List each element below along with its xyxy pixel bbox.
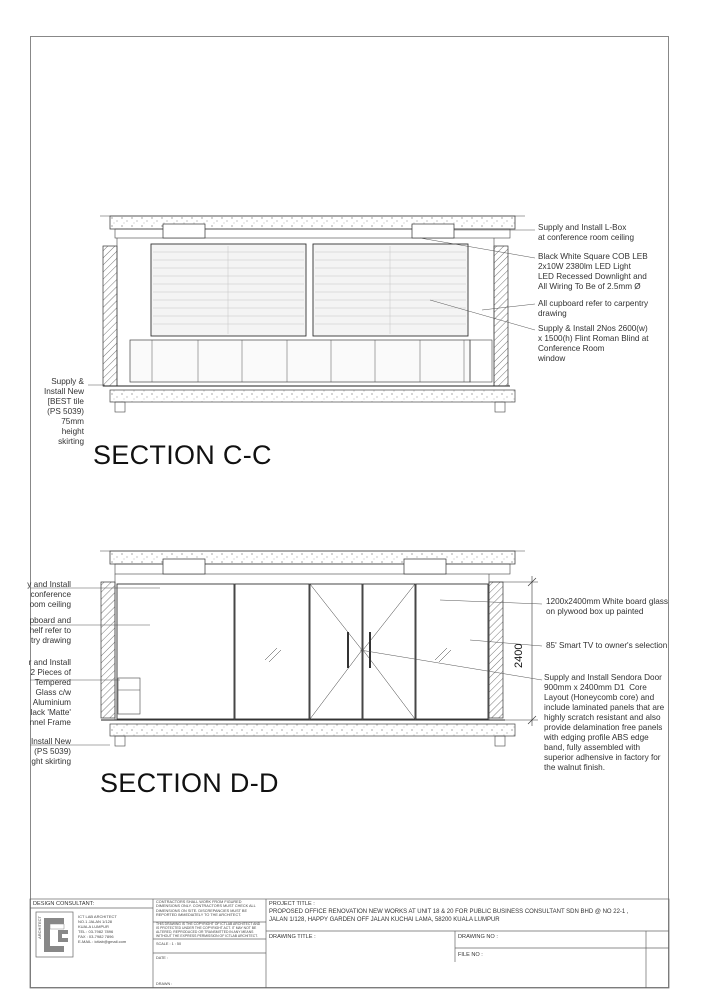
file-no-label: FILE NO :	[458, 952, 483, 958]
drawing-frame	[30, 36, 669, 988]
cc-note-blind: Supply & Install 2Nos 2600(w) x 1500(h) Flint Roman Blind at Conference Room window	[538, 324, 649, 363]
firm-line: FAX : 03-7982 7896	[78, 934, 114, 939]
dd-note-skirting: Install New (PS 5039) ght skirting	[30, 737, 71, 766]
contractor-note: CONTRACTORS SHALL WORK FROM FIGURED DIMENSIONS ONLY. CONTRACTORS MUST CHECK ALL DIMENSIONS ON SITE. DISCREPANCIES MUST BE REPORTED IMMEDIATELY TO THE ARCHITECT.	[156, 900, 256, 917]
design-consultant-label: DESIGN CONSULTANT:	[33, 901, 95, 907]
logo-side-text: ARCHITECT	[37, 916, 42, 939]
firm-line: TEL : 03-7982 7896	[78, 929, 114, 934]
dd-note-cupboard: pboard and helf refer to try drawing	[29, 616, 71, 645]
date-label: DATE :	[156, 956, 168, 960]
project-title: PROPOSED OFFICE RENOVATION NEW WORKS AT UNIT 18 & 20 FOR PUBLIC BUSINESS CONSULTANT SDN BHD @ NO 22-1 , JALAN 1/128, HAPPY GARDEN OFF JALAN KUCHAI LAMA, 58200 KUALA LUMPUR	[269, 909, 629, 923]
dd-note-whiteboard: 1200x2400mm White board glass on plywood box up painted	[546, 597, 668, 616]
firm-line: KUALA LUMPUR	[78, 924, 109, 929]
firm-details	[78, 914, 150, 944]
section-cc-title: SECTION C-C	[93, 440, 272, 470]
copyright-note: THIS DRAWING IS THE COPYRIGHT OF ICTLAB ARCHITECT AND IS PROTECTED UNDER THE COPYRIGHT ACT. IT MAY NOT BE ALTERED, REPRODUCED OR TRANSMITTED IN ANY MEANS WITHOUT THE EXPRESS PERMISSION OF ICTLAB ARCHITECT.	[156, 922, 261, 938]
cc-note-lbox: Supply and Install L-Box at conference room ceiling	[538, 223, 635, 242]
dd-dimension-height: 2400	[513, 643, 525, 668]
cc-note-cupboard: All cupboard refer to carpentry drawing	[538, 299, 649, 318]
firm-line: ICT LAB ARCHITECT	[78, 914, 117, 919]
project-title-label: PROJECT TITLE :	[269, 901, 315, 907]
drawing-no-label: DRAWING NO :	[458, 934, 498, 940]
scale-label: SCALE : 1 : 50	[156, 942, 182, 946]
drawing-title-label: DRAWING TITLE :	[269, 934, 316, 940]
dd-note-door: Supply and Install Sendora Door 900mm x 2400mm D1 Core Layout (Honeycomb core) and include laminated panels that are highly scratch resistant and also provide delamination free panels with edging profile ABS edge band, fully assembled with superior adhensive in factory for the walnut finish.	[544, 673, 665, 772]
firm-line: E-MAIL : ictlab@gmail.com	[78, 939, 127, 944]
drawn-label: DRAWN :	[156, 982, 173, 986]
section-dd-title: SECTION D-D	[100, 768, 279, 798]
dd-note-lbox: y and Install conference oom ceiling	[27, 580, 71, 609]
dd-note-glass: r and Install 2 Pieces of Tempered Glass c/w Aluminium lack 'Matte' nnel Frame	[28, 658, 71, 727]
cc-note-skirting: Supply & Install New [BEST tile (PS 5039) 75mm height skirting	[43, 377, 84, 446]
cc-note-downlight: Black White Square COB LEB 2x10W 2380lm LED Light LED Recessed Downlight and All Wiring To Be of 2.5mm Ø	[538, 252, 648, 291]
dd-note-tv: 85' Smart TV to owner's selection	[546, 641, 668, 650]
firm-line: NO.1 JALAN 1/128	[78, 919, 113, 924]
